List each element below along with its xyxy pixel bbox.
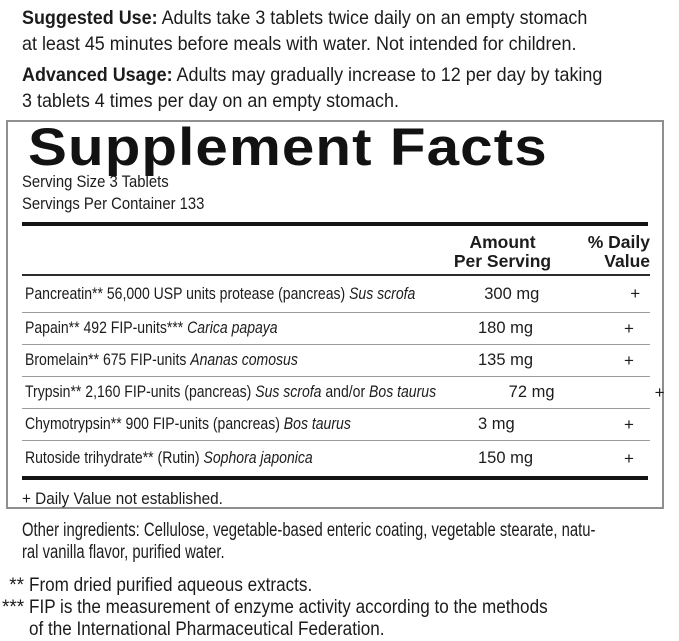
suggested-use-text: Adults take 3 tablets twice daily on an empty stomach — [157, 7, 588, 29]
other-ingredients-line1: Other ingredients: Cellulose, vegetable-based enteric coating, vegetable stearate, natu- — [22, 520, 596, 541]
table-row — [22, 276, 650, 312]
panel-title: Supplement Facts — [28, 118, 548, 177]
usage-section — [0, 0, 679, 114]
row-ingredient: Papain** 492 FIP-units*** Carica papaya — [25, 319, 278, 337]
suggested-use-line2: at least 45 minutes before meals with water. Not intended for children. — [22, 32, 577, 55]
row-ingredient: Rutoside trihydrate** (Rutin) Sophora japonica — [25, 449, 313, 467]
table-row — [22, 344, 650, 376]
row-amount: 3 mg — [478, 415, 515, 433]
footnote — [0, 597, 679, 641]
table-row — [22, 440, 650, 476]
row-daily-value: + — [654, 382, 665, 402]
facts-rows — [22, 276, 665, 476]
suggested-use-paragraph — [22, 6, 679, 57]
footnotes-section — [0, 575, 679, 641]
footnote — [0, 575, 679, 597]
row-daily-value: + — [624, 448, 634, 468]
advanced-usage-line2: 3 tablets 4 times per day on an empty stomach. — [22, 89, 399, 112]
row-daily-value: + — [630, 284, 641, 303]
serving-size: Serving Size 3 Tablets — [22, 173, 169, 191]
footnote-marker: ** — [9, 575, 24, 596]
row-amount: 300 mg — [484, 284, 540, 303]
row-amount: 150 mg — [478, 449, 534, 467]
advanced-usage-line1 — [22, 63, 679, 89]
row-amount: 72 mg — [508, 383, 555, 401]
supplement-facts-panel — [6, 120, 664, 509]
advanced-usage-label: Advanced Usage: — [22, 64, 173, 86]
footnote-text: FIP is the measurement of enzyme activity according to the methods of the International Pharmaceutical Federation. — [29, 597, 548, 640]
table-row — [22, 312, 650, 344]
row-daily-value: + — [624, 414, 634, 434]
suggested-use-label: Suggested Use: — [22, 7, 158, 29]
footnote-text: From dried purified aqueous extracts. — [29, 575, 313, 596]
thick-rule-bottom — [22, 476, 648, 480]
table-row — [22, 376, 665, 408]
header-spacer — [22, 233, 425, 271]
row-ingredient: Trypsin** 2,160 FIP-units (pancreas) Sus scrofa and/or Bos taurus — [25, 383, 437, 401]
footnote-marker: *** — [2, 597, 25, 618]
amount-column-header: Amount Per Serving — [453, 232, 552, 271]
advanced-usage-text: Adults may gradually increase to 12 per day by taking — [172, 64, 603, 86]
row-ingredient: Bromelain** 675 FIP-units Ananas comosus — [25, 351, 298, 369]
thick-rule-top — [22, 222, 648, 226]
row-ingredient: Chymotrypsin** 900 FIP-units (pancreas) Bos taurus — [25, 415, 351, 433]
other-ingredients — [22, 520, 679, 564]
advanced-usage-paragraph — [22, 63, 679, 114]
daily-value-footnote: + Daily Value not established. — [22, 489, 223, 508]
row-daily-value: + — [624, 318, 634, 338]
row-amount: 135 mg — [478, 351, 534, 369]
row-daily-value: + — [624, 350, 634, 370]
daily-value-column-header: % Daily Value — [587, 232, 650, 271]
suggested-use-line1 — [22, 6, 679, 32]
other-ingredients-line2: ral vanilla flavor, purified water. — [22, 542, 225, 563]
table-row — [22, 408, 650, 440]
row-amount: 180 mg — [478, 319, 534, 337]
row-ingredient: Pancreatin** 56,000 USP units protease (pancreas) Sus scrofa — [25, 284, 416, 303]
table-header — [22, 233, 650, 271]
servings-per-container: Servings Per Container 133 — [22, 195, 205, 213]
